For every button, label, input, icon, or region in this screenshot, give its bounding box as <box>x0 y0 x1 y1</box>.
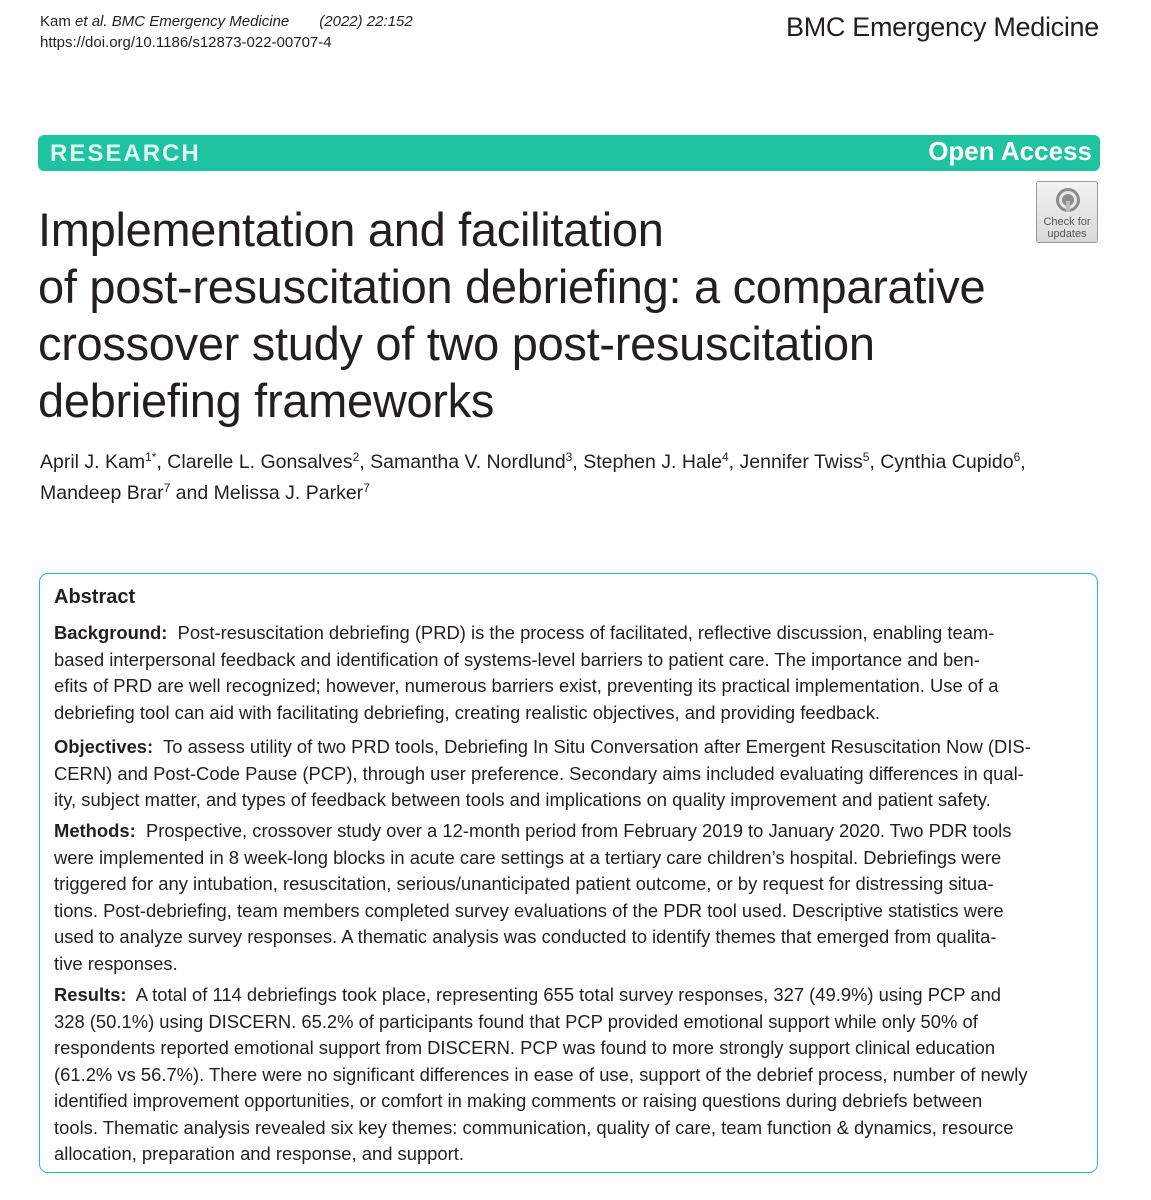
author-name[interactable]: Mandeep Brar <box>40 482 164 504</box>
section-label: Methods: <box>54 820 136 841</box>
author-affiliation: 6 <box>1013 450 1021 464</box>
abstract-methods: Methods: Prospective, crossover study over a 12-month period from February 2019 to January 2020. Two PDR tools were implemented in 8 week-long blocks in acute care settings at a tertiary care children’s hospital. Debriefings were triggered for any intubation, resuscitation, serious/unanticipated patient outcome, or by request for distressing situa- tions. Post-debriefing, team members completed survey evaluations of the PDR tool used. Descriptive statistics were used to analyze survey responses. A thematic analysis was conducted to identify themes that emerged from qualita- tive responses. <box>54 820 1012 974</box>
open-access-label: Open Access <box>928 136 1092 166</box>
author-affiliation: 7 <box>363 481 370 495</box>
title-line: Implementation and facilitation <box>38 203 664 256</box>
author-name[interactable]: Samantha V. Nordlund <box>370 451 566 473</box>
author-affiliation: 4 <box>721 450 729 464</box>
author-name[interactable]: Clarelle L. Gonsalves <box>167 451 353 473</box>
author-list: April J. Kam$^{1*}$, Clarelle L. Gonsalves$^2$, Samantha V. Nordlund$^3$, Stephen J. Hale$^4$, Jennifer Twiss$^5$, Cynthia Cupido$^6$, Mandeep Brar$^7$ and Melissa J. Parker$^7$ <box>40 450 1026 504</box>
doi-link[interactable]: https://doi.org/10.1186/s12873-022-00707-4 <box>40 34 332 51</box>
article-title <box>38 201 1098 429</box>
author-name[interactable]: Melissa J. Parker <box>213 482 364 504</box>
author-name[interactable]: Stephen J. Hale <box>583 451 722 473</box>
title-line: of post-resuscitation debriefing: a comparative <box>38 260 986 313</box>
abstract-results: Results: A total of 114 debriefings took place, representing 655 total survey responses, 327 (49.9%) using PCP and 328 (50.1%) using DISCERN. 65.2% of participants found that PCP provided emotional support while only 50% of respondents reported emotional support from DISCERN. PCP was found to more strongly support clinical education (61.2% vs 56.7%). There were no significant differences in ease of use, support of the debrief process, number of newly identified improvement opportunities, or comfort in making comments or raising questions during debriefs between tools. Thematic analysis revealed six key themes: communication, quality of care, team function & dynamics, resource allocation, preparation and response, and support. <box>54 984 1028 1164</box>
author-name[interactable]: Jennifer Twiss <box>739 451 863 473</box>
abstract-box <box>39 573 1098 1173</box>
section-label: Background: <box>54 622 168 643</box>
author-name[interactable]: April J. Kam <box>40 451 146 473</box>
abstract-background: Background: Post-resuscitation debriefing (PRD) is the process of facilitated, reflective discussion, enabling team- based interpersonal feedback and identification of systems-level barriers to patient care. The importance and ben- efits of PRD are well recognized; however, numerous barriers exist, preventing its practical implementation. Use of a debriefing tool can aid with facilitating debriefing, creating realistic objectives, and providing feedback. <box>54 622 999 723</box>
author-affiliation: 2 <box>352 450 360 464</box>
citation-line <box>40 11 413 32</box>
section-label: Objectives: <box>54 736 154 757</box>
check-for-updates-label: Check for updates <box>1043 216 1091 240</box>
author-name[interactable]: Cynthia Cupido <box>880 451 1014 473</box>
citation-block <box>40 11 413 53</box>
title-line: debriefing frameworks <box>38 374 495 427</box>
author-affiliation: 7 <box>163 481 171 495</box>
abstract-heading: Abstract <box>54 586 136 608</box>
author-affiliation: 1* <box>145 450 157 464</box>
article-type-label: RESEARCH <box>50 140 201 167</box>
article-type-banner <box>38 135 1100 171</box>
section-label: Results: <box>54 984 127 1005</box>
journal-name: BMC Emergency Medicine <box>785 12 1099 42</box>
citation-year: (2022) 22:152 <box>319 13 413 30</box>
citation-authors: Kam <box>40 13 76 30</box>
abstract-objectives: Objectives: To assess utility of two PRD tools, Debriefing In Situ Conversation after Emergent Resuscitation Now (DIS- CERN) and Post-Code Pause (PCP), through user preference. Secondary aims included evaluating differences in qual- ity, subject matter, and types of feedback between tools and implications on quality improvement and patient safety. <box>54 736 1031 810</box>
title-line: crossover study of two post-resuscitation <box>38 317 875 370</box>
author-affiliation: 3 <box>565 450 573 464</box>
author-affiliation: 5 <box>862 450 870 464</box>
citation-journal: et al. BMC Emergency Medicine <box>75 13 290 30</box>
